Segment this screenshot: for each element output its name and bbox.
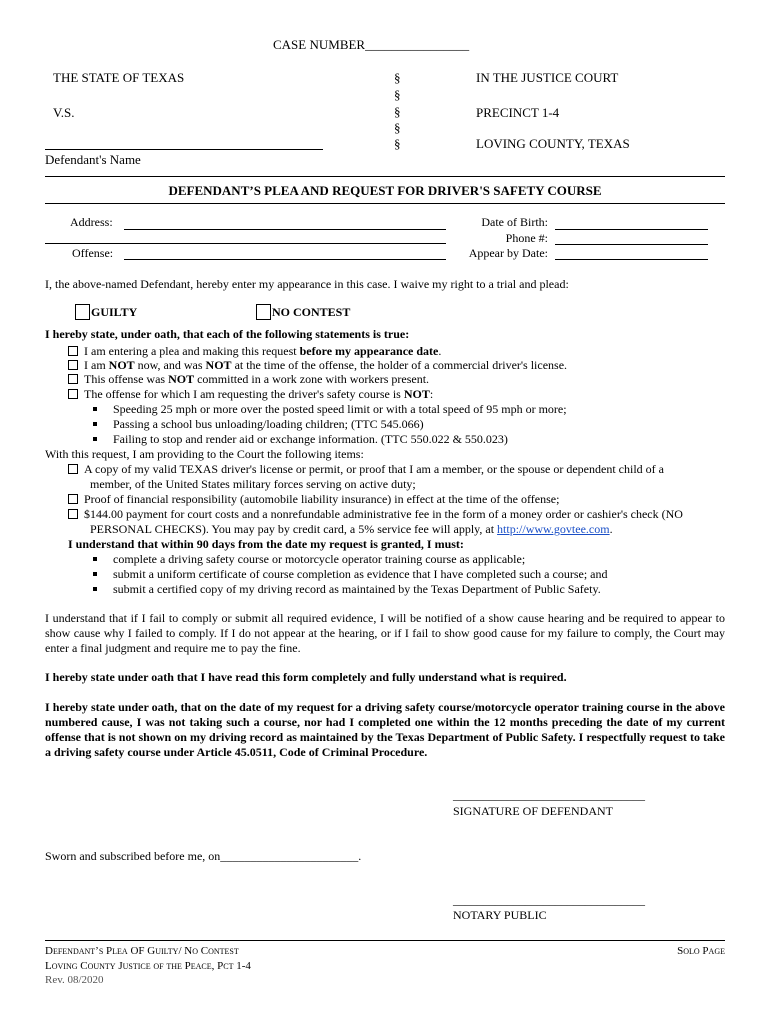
plea-no-contest-option[interactable] xyxy=(256,305,350,321)
statement-before-appearance: I am entering a plea and making this request before my appearance date. xyxy=(68,344,441,359)
bullet-icon xyxy=(93,407,97,411)
state-label: THE STATE OF TEXAS xyxy=(53,70,185,85)
oath-heading: I hereby state, under oath, that each of the following statements is true: xyxy=(45,327,410,341)
footer-rule xyxy=(45,940,725,941)
offense-field[interactable] xyxy=(124,259,446,260)
bullet-icon xyxy=(93,587,97,591)
form-title: DEFENDANT’S PLEA AND REQUEST FOR DRIVER'S SAFETY COURSE xyxy=(168,183,602,198)
phone-field[interactable] xyxy=(555,244,708,245)
plea-guilty-option[interactable] xyxy=(75,305,137,321)
understand-heading: I understand that within 90 days from the date my request is granted, I must: xyxy=(68,537,464,551)
address-field-line2[interactable] xyxy=(45,243,446,244)
title-rule-top xyxy=(45,176,725,177)
read-statement: I hereby state under oath that I have read this form completely and fully understand what is required. xyxy=(45,670,567,684)
guilty-label: GUILTY xyxy=(91,305,138,319)
provide-checkbox[interactable] xyxy=(68,509,78,519)
address-field[interactable] xyxy=(124,229,446,230)
govtee-link[interactable]: http://www.govtee.com xyxy=(497,522,610,536)
statement-offense-not: The offense for which I am requesting the driver's safety course is NOT: xyxy=(68,387,433,402)
provide-payment-item-cont: PERSONAL CHECKS). You may pay by credit card, a 5% service fee will apply, at http://www.govtee.com. xyxy=(90,522,613,536)
no-contest-label: NO CONTEST xyxy=(272,305,351,319)
sworn-text: Sworn and subscribed before me, on_______________________. xyxy=(45,849,362,863)
appear-by-label: Appear by Date: xyxy=(468,246,548,260)
provide-checkbox[interactable] xyxy=(68,494,78,504)
title-rule-bottom xyxy=(45,203,725,204)
county-label: LOVING COUNTY, TEXAS xyxy=(476,136,630,151)
notary-line[interactable]: ________________________________ xyxy=(453,893,645,907)
intro-text: I, the above-named Defendant, hereby enter my appearance in this case. I waive my right to a trial and plead: xyxy=(45,277,569,291)
address-label: Address: xyxy=(70,215,113,229)
excluded-offense-item: Passing a school bus unloading/loading children; (TTC 545.066) xyxy=(93,417,424,432)
requirement-item: submit a uniform certificate of course completion as evidence that I have completed such a course; and xyxy=(93,567,607,582)
defendant-name-line[interactable] xyxy=(45,149,323,150)
bullet-icon xyxy=(93,422,97,426)
offense-label: Offense: xyxy=(72,246,114,260)
provide-insurance-item: Proof of financial responsibility (automobile liability insurance) in effect at the time of the offense; xyxy=(68,492,559,507)
statement-not-work-zone: This offense was NOT committed in a work zone with workers present. xyxy=(68,372,429,387)
failure-paragraph: I understand that if I fail to comply or submit all required evidence, I will be notified of a show cause hearing and be required to appear to show cause why I failed to comply. If I do not appear at the hearing, or if I fail to show good cause for my failure to comply, the Court may enter a final judgment and require me to pay the fine. xyxy=(45,611,725,655)
notary-label: NOTARY PUBLIC xyxy=(453,908,547,922)
statement-checkbox[interactable] xyxy=(68,389,78,399)
requirement-item: submit a certified copy of my driving record as maintained by the Texas Department of Public Safety. xyxy=(93,582,601,597)
precinct-label: PRECINCT 1-4 xyxy=(476,105,560,120)
oath-statement: I hereby state under oath, that on the date of my request for a driving safety course/motorcycle operator training course in the above numbered cause, I was not taking such a course, nor had I completed one within the 12 months preceding the date of my current offense that is not shown on my driving record as maintained by the Texas Department of Public Safety. I respectfully request to take a driving safety course under Article 45.0511, Code of Criminal Procedure. xyxy=(45,700,725,759)
provide-license-item-cont: member, of the United States military forces serving on active duty; xyxy=(90,477,416,491)
section-mark: § xyxy=(394,70,401,85)
provide-payment-item: $144.00 payment for court costs and a nonrefundable administrative fee in the form of a money order or cashier's check (NO xyxy=(68,507,683,522)
provide-checkbox[interactable] xyxy=(68,464,78,474)
statement-checkbox[interactable] xyxy=(68,360,78,370)
bullet-icon xyxy=(93,437,97,441)
statement-not-cdl: I am NOT now, and was NOT at the time of the offense, the holder of a commercial driver's license. xyxy=(68,358,567,373)
guilty-checkbox[interactable] xyxy=(75,304,90,320)
section-mark: § xyxy=(394,136,401,151)
footer-court-name: Loving County Justice of the Peace, Pct 1-4 xyxy=(45,960,251,972)
no-contest-checkbox[interactable] xyxy=(256,304,271,320)
excluded-offense-item: Speeding 25 mph or more over the posted speed limit or with a total speed of 95 mph or more; xyxy=(93,402,567,417)
excluded-offense-item: Failing to stop and render aid or exchange information. (TTC 550.022 & 550.023) xyxy=(93,432,508,447)
dob-field[interactable] xyxy=(555,229,708,230)
signature-label: SIGNATURE OF DEFENDANT xyxy=(453,804,614,818)
vs-label: V.S. xyxy=(53,105,75,120)
providing-lead: With this request, I am providing to the Court the following items: xyxy=(45,447,364,461)
statement-checkbox[interactable] xyxy=(68,346,78,356)
section-mark: § xyxy=(394,104,401,119)
bullet-icon xyxy=(93,557,97,561)
statement-checkbox[interactable] xyxy=(68,374,78,384)
bullet-icon xyxy=(93,572,97,576)
footer-revision: Rev. 08/2020 xyxy=(45,974,104,986)
provide-license-item: A copy of my valid TEXAS driver's license or permit, or proof that I am a member, or the spouse or dependent child of a xyxy=(68,462,664,477)
court-label: IN THE JUSTICE COURT xyxy=(476,70,619,85)
dob-label: Date of Birth: xyxy=(481,215,548,229)
section-mark: § xyxy=(394,120,401,135)
defendant-name-label: Defendant's Name xyxy=(45,152,141,167)
signature-line[interactable]: ________________________________ xyxy=(453,788,645,802)
phone-label: Phone #: xyxy=(505,231,548,245)
case-number: CASE NUMBER________________ xyxy=(273,37,470,52)
section-mark: § xyxy=(394,87,401,102)
footer-form-name: Defendant’s Plea OF Guilty/ No Contest xyxy=(45,945,239,957)
appear-by-field[interactable] xyxy=(555,259,708,260)
requirement-item: complete a driving safety course or motorcycle operator training course as applicable; xyxy=(93,552,525,567)
footer-page-label: Solo Page xyxy=(677,945,725,957)
